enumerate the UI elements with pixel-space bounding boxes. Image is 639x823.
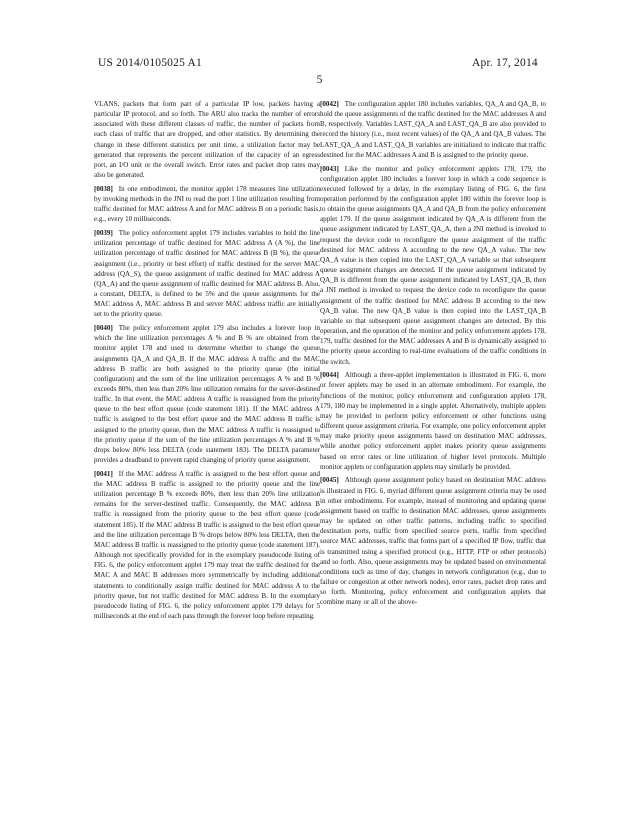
publication-date: Apr. 17, 2014 xyxy=(472,57,538,69)
paragraph-number: [0040] xyxy=(94,324,113,333)
paragraph xyxy=(94,184,320,225)
paragraph-number: [0041] xyxy=(94,469,113,478)
paragraph-number: [0045] xyxy=(320,476,339,485)
left-column xyxy=(94,99,320,625)
paragraph-text: Like the monitor and policy enforcement applets 178, 179, the configuration applet 180 includes a forever loop in which a code sequence is executed followed by a delay, in the exemplary listing of FIG. 6, the first operation performed by the configuration applet 180 within the forever loop is to obtain the queue assignments QA_A and QA_B from the policy enforcement applet 179. If the queue assignment indicated by QA_A is different from the queue assignment indicated by LAST_QA_A, then a JNI method is invoked to request the device code to reconfigure the queue assignment of the traffic destined for MAC address A according to the new QA_A value. The new QA_A value is then copied into the LAST_QA_A variable so that subsequent queue assignment changes are detected. If the queue assignment indicated by QA_B is different from the queue assignment indicated by LAST_QA_B, then a JNI method is invoked to request the device code to reconfigure the queue assignment of the traffic destined for MAC address B according to the new QA_B value. The new QA_B value is then copied into the LAST_QA_B variable so that subsequent queue assignment changes are detected. By this operation, and the operation of the monitor and policy enforcement applets 178, 179, traffic destined for the MAC addresses A and B is dynamically assigned to the priority queue according to real-time evaluations of the traffic conditions in the switch. xyxy=(320,164,546,366)
page-number: 5 xyxy=(316,74,323,86)
paragraph xyxy=(94,228,320,319)
paragraph-number: [0043] xyxy=(320,164,339,173)
paragraph-text: The policy enforcement applet 179 also includes a forever loop in which the line utilization percentages A % and B % are obtained from the monitor applet 178 and used to determine whether to change the queue assignments QA_A and QA_B. If the MAC address A traffic and the MAC address B traffic are both assigned to the priority queue (the initial configuration) and the sum of the line utilization percentages A % and B % exceeds 80%, then less than 20% line utilization remains for the saver-destined traffic. In that event, the MAC address A traffic is reassigned from the priority queue to the best effort queue (code statement 181). If the MAC address A traffic is assigned to the best effort queue and the MAC address B traffic is assigned to the priority queue, then the MAC address A traffic is reassigned to the priority queue if the sum of the line utilization percentages A % and B % drops below 80% less DELTA (code statement 183). The DELTA parameter provides a deadband to prevent rapid changing of priority queue assignment. xyxy=(94,324,320,465)
right-column xyxy=(320,99,546,611)
paragraph xyxy=(320,99,546,160)
paragraph-text: The configuration applet 180 includes variables, QA_A and QA_B, to hold the queue assignments of the traffic destined for the MAC addresses A and B, respectively. Variables LAST_QA_A and LAST_QA_B are also provided to record the history (i.e., most recent values) of the QA_A and QA_B values. The LAST_QA_A and LAST_QA_B variables are initialized to indicate that traffic destined for the MAC addresses A and B is assigned to the priority queue. xyxy=(320,100,546,159)
paragraph xyxy=(320,475,546,607)
paragraph-text: Although queue assignment policy based on destination MAC address is illustrated in FIG. 6, myriad different queue assignment criteria may be used in other embodiments. For example, instead of monitoring and updating queue assignment based on traffic to destination MAC addresses, queue assignments may be updated on other traffic patterns, including traffic to specified destination ports, traffic from specified source ports, traffic from specified source MAC addresses, traffic that forms part of a specified IP flow, traffic that is transmitted using a specified protocol (e.g., HTTP, FTP or other protocols) and so forth. Also, queue assignments may be updated based on environmental conditions such as time of day, changes in network configuration (e.g., due to failure or congestion at other network nodes), error rates, packet drop rates and so forth. Monitoring, policy enforcement and configuration applets that combine many or all of the above- xyxy=(320,476,546,607)
paragraph-text: Although a three-applet implementation is illustrated in FIG. 6, more or fewer applets may be used in an alternate embodiment. For example, the functions of the monitor, policy enforcement and configuration applets 178, 179, 180 may be implemented in a single applet. Alternatively, multiple applets may be provided to perform policy enforcement or other functions using different queue assignment criteria. For example, one policy enforcement applet may make priority queue assignments based on destination MAC addresses, while another policy enforcement applet makes priority queue assignments based on error rates or line utilization of higher level protocols. Multiple monitor applets or configuration applets may similarly be provided. xyxy=(320,371,546,471)
paragraph-number: [0042] xyxy=(320,100,339,108)
paragraph-text: If the MAC address A traffic is assigned to the best effort queue and the MAC address B traffic is assigned to the priority queue and the line utilization percentage B % exceeds 80%, then less than 20% line utilization remains for the server-destined traffic. Consequently, the MAC address B traffic is reassigned from the priority queue to the best effort queue (code statement 185). If the MAC address B traffic is assigned to the best effort queue and the line utilization percentage B % drops below 80% less DELTA, then the MAC address B traffic is reassigned to the priority queue (code statement 187). Although not specifically provided for in the exemplary pseudocode listing of FIG. 6, the policy enforcement applet 179 may treat the traffic destined for the MAC A and MAC B addresses more symmetrically by including additional statements to conditionally assign traffic destined for MAC address A to the priority queue, but not traffic destined for MAC address B. In the exemplary pseudocode listing of FIG. 6, the policy enforcement applet 179 delays for 5 milliseconds at the end of each pass through the forever loop before repeating. xyxy=(94,469,320,621)
paragraph-number: [0038] xyxy=(94,184,113,193)
paragraph-text: In one embodiment, the monitor applet 178 measures line utilization by invoking methods in the JNI to read the port 1 line utilization resulting from traffic destined for MAC address A and for MAC address B on a periodic basis, e.g., every 10 milliseconds. xyxy=(94,184,320,224)
paragraph-text: VLANS, packets that form part of a particular IP low, packets having a particular IP protocol, and so forth. The ARU also tracks the number of errors associated with these different classes of traffic, the number of packets from each class of traffic that are dropped, and other statistics. By determining the change in these different statistics per unit time, a utilization factor may be generated that represents the percent utilization of the capacity of an egress port, an I/O unit or the overall switch. Error rates and packet drop rates may also be generated. xyxy=(94,100,320,180)
paragraph-number: [0044] xyxy=(320,371,339,380)
paragraph xyxy=(320,164,546,367)
paragraph xyxy=(94,469,320,621)
paragraph xyxy=(94,323,320,465)
patent-number: US 2014/0105025 A1 xyxy=(98,57,202,69)
paragraph-number: [0039] xyxy=(94,229,113,238)
paragraph-text: The policy enforcement applet 179 includes variables to hold the line utilization percentage of traffic destined for MAC address A (A %), the line utilization percentage of traffic destined for MAC address B (B %), the queue assignment (i.e., priority or best effort) of traffic destined for the server MAC address (QA_S), the queue assignment of traffic destined for MAC address A (QA_A) and the queue assignment of traffic destined for MAC address B. Also, a constant, DELTA, is defined to be 5% and the queue assignments for the MAC address A, MAC address B and server MAC address traffic are initially set to the priority queue. xyxy=(94,229,320,319)
paragraph xyxy=(94,99,320,180)
paragraph xyxy=(320,370,546,472)
